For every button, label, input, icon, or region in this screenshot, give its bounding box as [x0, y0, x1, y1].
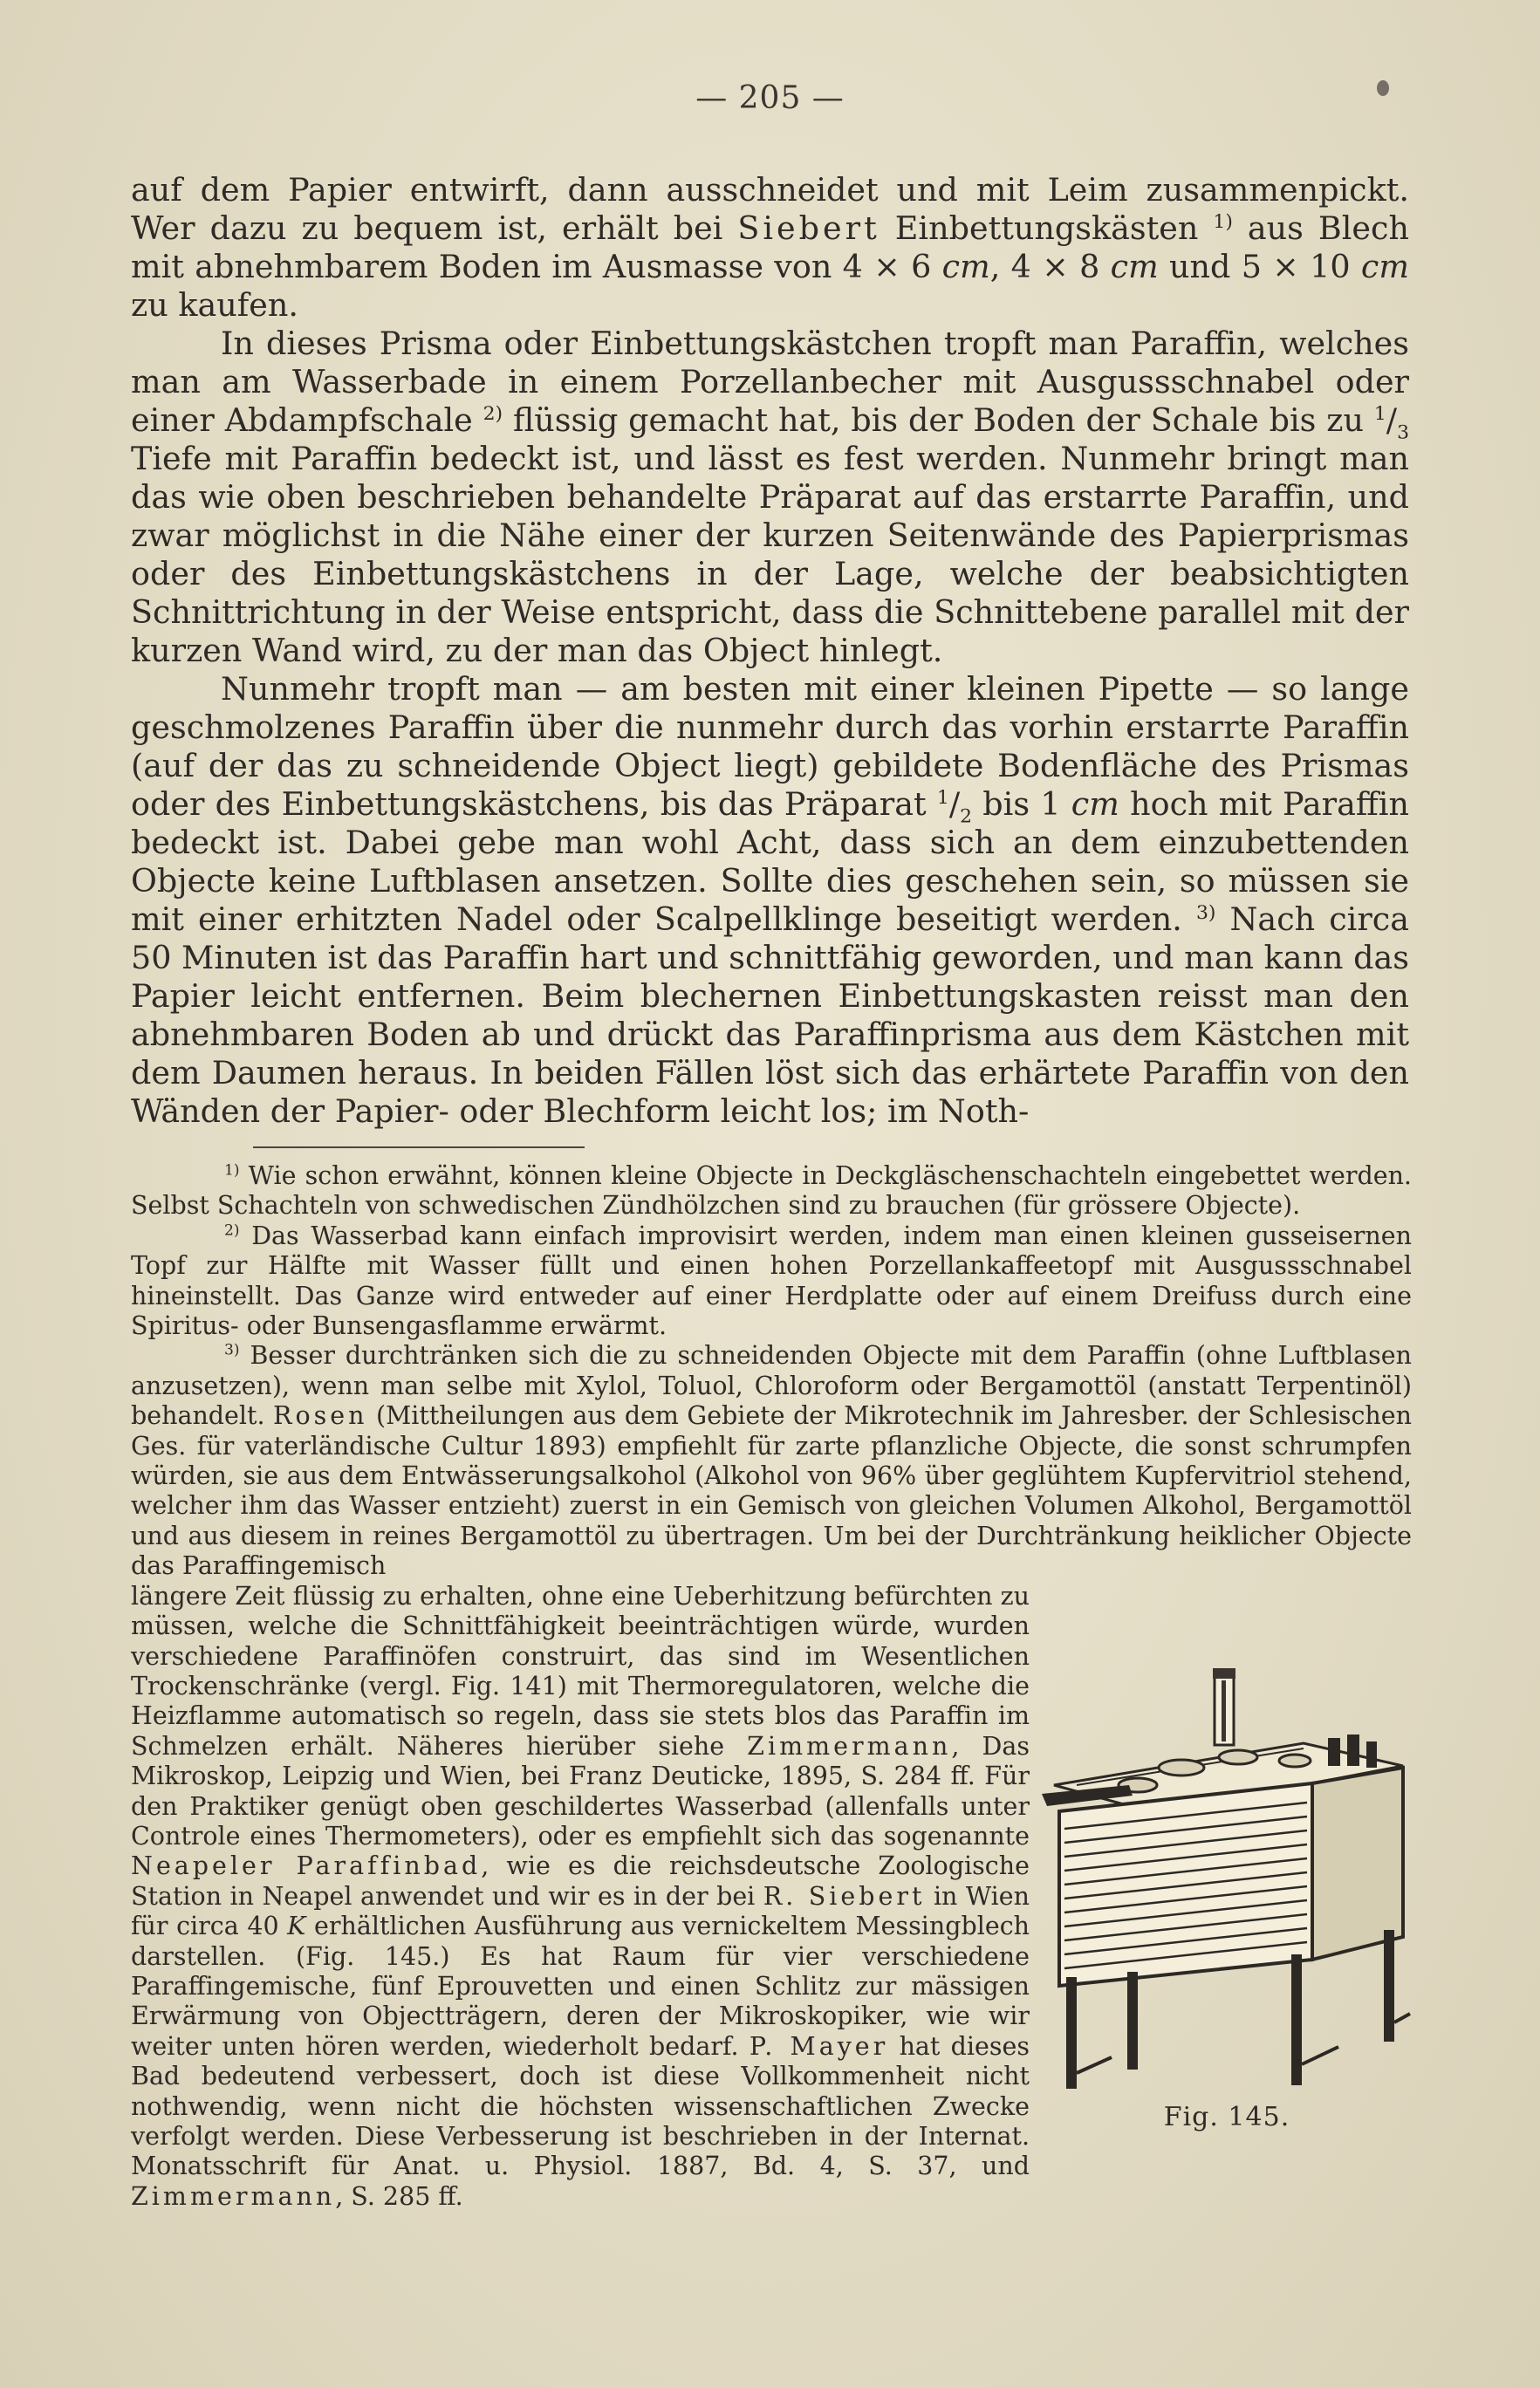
paragraph: [131, 670, 1409, 1131]
paragraph: [131, 171, 1409, 325]
spaced-name: Zimmermann: [747, 1731, 952, 1761]
spaced-name: R. Siebert: [763, 1881, 926, 1911]
footnote-ref: 1): [224, 1161, 240, 1180]
spaced-name: Zimmermann: [131, 2181, 336, 2211]
footnote-ref: 2): [483, 402, 503, 425]
page-number: — 205 —: [695, 80, 845, 116]
footnote-ref: 1): [1213, 210, 1233, 233]
text-run: Einbettungskästen: [880, 209, 1214, 247]
text-run: längere Zeit flüssig zu erhalten, ohne eine Ueberhitzung befürchten zu müssen, welche die Schnittfähigkeit beeinträchtigen würde, wurden verschiedene Paraffinöfen construirt, das sind im Wesentlichen Trockenschränke (vergl. Fig. 141) mit Thermoregulatoren, welche die Heizflamme automatisch so regeln, dass sie stets blos das Paraffin im Schmelzen erhält. Näheres hierüber siehe: [131, 1581, 1030, 1761]
text-run: und 5 × 10: [1158, 248, 1361, 285]
figure-caption: Fig. 145.: [1163, 2102, 1290, 2133]
main-text: [131, 171, 1409, 1131]
text-run: , Das Mikroskop, Leipzig und Wien, bei Franz Deuticke, 1895, S. 284 ff. Für den Praktiker genügt oben geschildertes Wasserbad (allenfalls unter Controle eines Thermometers), oder es empfiehlt sich das sogenannte: [131, 1731, 1030, 1851]
footnote-ref: 3): [1195, 901, 1216, 924]
footnote: [131, 1582, 1412, 2213]
text-run: /: [948, 785, 961, 823]
text-run: Besser durchtränken sich die zu schneidenden Objecte mit dem Paraffin (ohne Luftblasen anzusetzen), wenn man selbe mit Xylol, Toluol, Chloroform oder Bergamottöl (anstatt Terpentinöl) behandelt.: [131, 1341, 1412, 1431]
footnote: [131, 1221, 1412, 1342]
ink-spot: [1377, 80, 1389, 96]
spaced-name: P. Mayer: [749, 2031, 889, 2061]
paraffin-bath-illustration: [1042, 1663, 1412, 2099]
italic-text: cm: [1110, 248, 1159, 285]
footnote-ref: 3): [224, 1341, 240, 1359]
footnote: [131, 1161, 1412, 1221]
italic-text: cm: [1360, 248, 1409, 285]
italic-text: cm: [1071, 785, 1119, 823]
footnote-divider: [253, 1146, 585, 1148]
footnote: [131, 1341, 1412, 1581]
text-run: in Wien für circa 40: [131, 1881, 1030, 1941]
paragraph: [131, 325, 1409, 670]
figure-145: [1042, 1582, 1412, 2166]
fraction-denominator: 3: [1397, 421, 1410, 444]
text-run: , wie es die reichsdeutsche Zoologische Station in Neapel anwendet und wir es in der bei: [131, 1851, 1030, 1911]
text-run: flüssig gemacht hat, bis der Boden der Schale bis zu: [503, 401, 1374, 439]
text-run: hat dieses Bad bedeutend verbessert, doch ist diese Vollkommenheit nicht nothwendig, wenn nicht die höchsten wissenschaftlichen Zwecke verfolgt werden. Diese Verbesserung ist beschrieben in der Internat. Monatsschrift für Anat. u. Physiol. 1887, Bd. 4, S. 37, und: [131, 2031, 1030, 2181]
text-run: Nunmehr tropft man — am besten mit einer kleinen Pipette — so lange geschmolzenes Paraffin über die nunmehr durch das vorhin erstarrte Paraffin (auf der das zu schneidende Object liegt) gebildete Bodenfläche des Prismas oder des Einbettungskästchens, bis das Präparat: [131, 670, 1409, 823]
text-run: zu kaufen.: [131, 286, 298, 324]
footnote-ref: 2): [224, 1221, 240, 1240]
spaced-name: Siebert: [737, 209, 880, 247]
text-run: , S. 285 ff.: [335, 2181, 463, 2211]
text-run: Nach circa 50 Minuten ist das Paraffin hart und schnittfähig geworden, und man kann das Papier leicht entfernen. Beim blechernen Einbettungskasten reisst man den abnehmbaren Boden ab und drückt das Paraffinprisma aus dem Kästchen mit dem Daumen heraus. In beiden Fällen löst sich das erhärtete Paraffin von den Wänden der Papier- oder Blechform leicht los; im Noth-: [131, 900, 1409, 1130]
text-run: auf dem Papier entwirft, dann ausschneidet und mit Leim zusammenpickt. Wer dazu zu bequem ist, erhält bei: [131, 171, 1409, 247]
text-run: In dieses Prisma oder Einbettungskästchen tropft man Paraffin, welches man am Wasserbade in einem Porzellanbecher mit Ausgussschnabel oder einer Abdampfschale: [131, 325, 1409, 439]
spaced-name: Neapeler Paraffinbad: [131, 1851, 482, 1881]
fraction-denominator: 2: [960, 805, 973, 828]
text-run: hoch mit Paraffin bedeckt ist. Dabei gebe man wohl Acht, dass sich an dem einzubettenden Objecte keine Luftblasen ansetzen. Sollte dies geschehen sein, so müssen sie mit einer erhitzten Nadel oder Scalpellklinge beseitigt werden.: [131, 785, 1409, 938]
text-run: /: [1386, 401, 1398, 439]
text-run: Tiefe mit Paraffin bedeckt ist, und lässt es fest werden. Nunmehr bringt man das wie oben beschrieben behandelte Präparat auf das erstarrte Paraffin, und zwar möglichst in die Nähe einer der kurzen Seitenwände des Papierprismas oder des Einbettungskästchens in der Lage, welche der beabsichtigten Schnittrichtung in der Weise entspricht, dass die Schnittebene parallel mit der kurzen Wand wird, zu der man das Object hinlegt.: [131, 440, 1409, 669]
spaced-name: Rosen: [273, 1401, 368, 1431]
text-run: aus Blech mit abnehmbarem Boden im Ausmasse von 4 × 6: [131, 209, 1409, 285]
text-run: Wie schon erwähnt, können kleine Objecte in Deckgläschenschachteln eingebettet werden. Selbst Schachteln von schwedischen Zündhölzchen sind zu brauchen (für grössere Objecte).: [131, 1161, 1412, 1221]
footnote-ref: 1: [936, 786, 949, 809]
footnotes: [131, 1161, 1412, 2212]
footnote-ref: 1: [1373, 402, 1386, 425]
text-run: (Mittheilungen aus dem Gebiete der Mikrotechnik im Jahresber. der Schlesischen Ges. für vaterländische Cultur 1893) empfiehlt für zarte pflanzliche Objecte, die sonst schrumpfen würden, sie aus dem Entwässerungsalkohol (Alkohol von 96% über geglühtem Kupfervitriol stehend, welcher ihm das Wasser entzieht) zuerst in ein Gemisch von gleichen Volumen Alkohol, Bergamottöl und aus diesem in reines Bergamottöl zu übertragen. Um bei der Durchtränkung heiklicher Objecte das Paraffingemisch: [131, 1401, 1413, 1581]
italic-text: cm: [941, 248, 990, 285]
text-run: erhältlichen Ausführung aus vernickeltem Messingblech darstellen. (Fig. 145.) Es hat Raum für vier verschiedene Paraffingemische, fünf Eprouvetten und einen Schlitz zur mässigen Erwärmung von Objectträgern, deren der Mikroskopiker, wie wir weiter unten hören werden, wiederholt bedarf.: [131, 1912, 1030, 2061]
text-run: bis 1: [972, 785, 1071, 823]
text-run: , 4 × 8: [989, 248, 1111, 285]
text-run: Das Wasserbad kann einfach improvisirt werden, indem man einen kleinen gusseisernen Topf zur Hälfte mit Wasser füllt und einen hohen Porzellankaffeetopf mit Ausgussschnabel hineinstellt. Das Ganze wird entweder auf einer Herdplatte oder auf einem Dreifuss durch eine Spiritus- oder Bunsengasflamme erwärmt.: [131, 1221, 1412, 1341]
italic-text: K: [287, 1912, 306, 1941]
